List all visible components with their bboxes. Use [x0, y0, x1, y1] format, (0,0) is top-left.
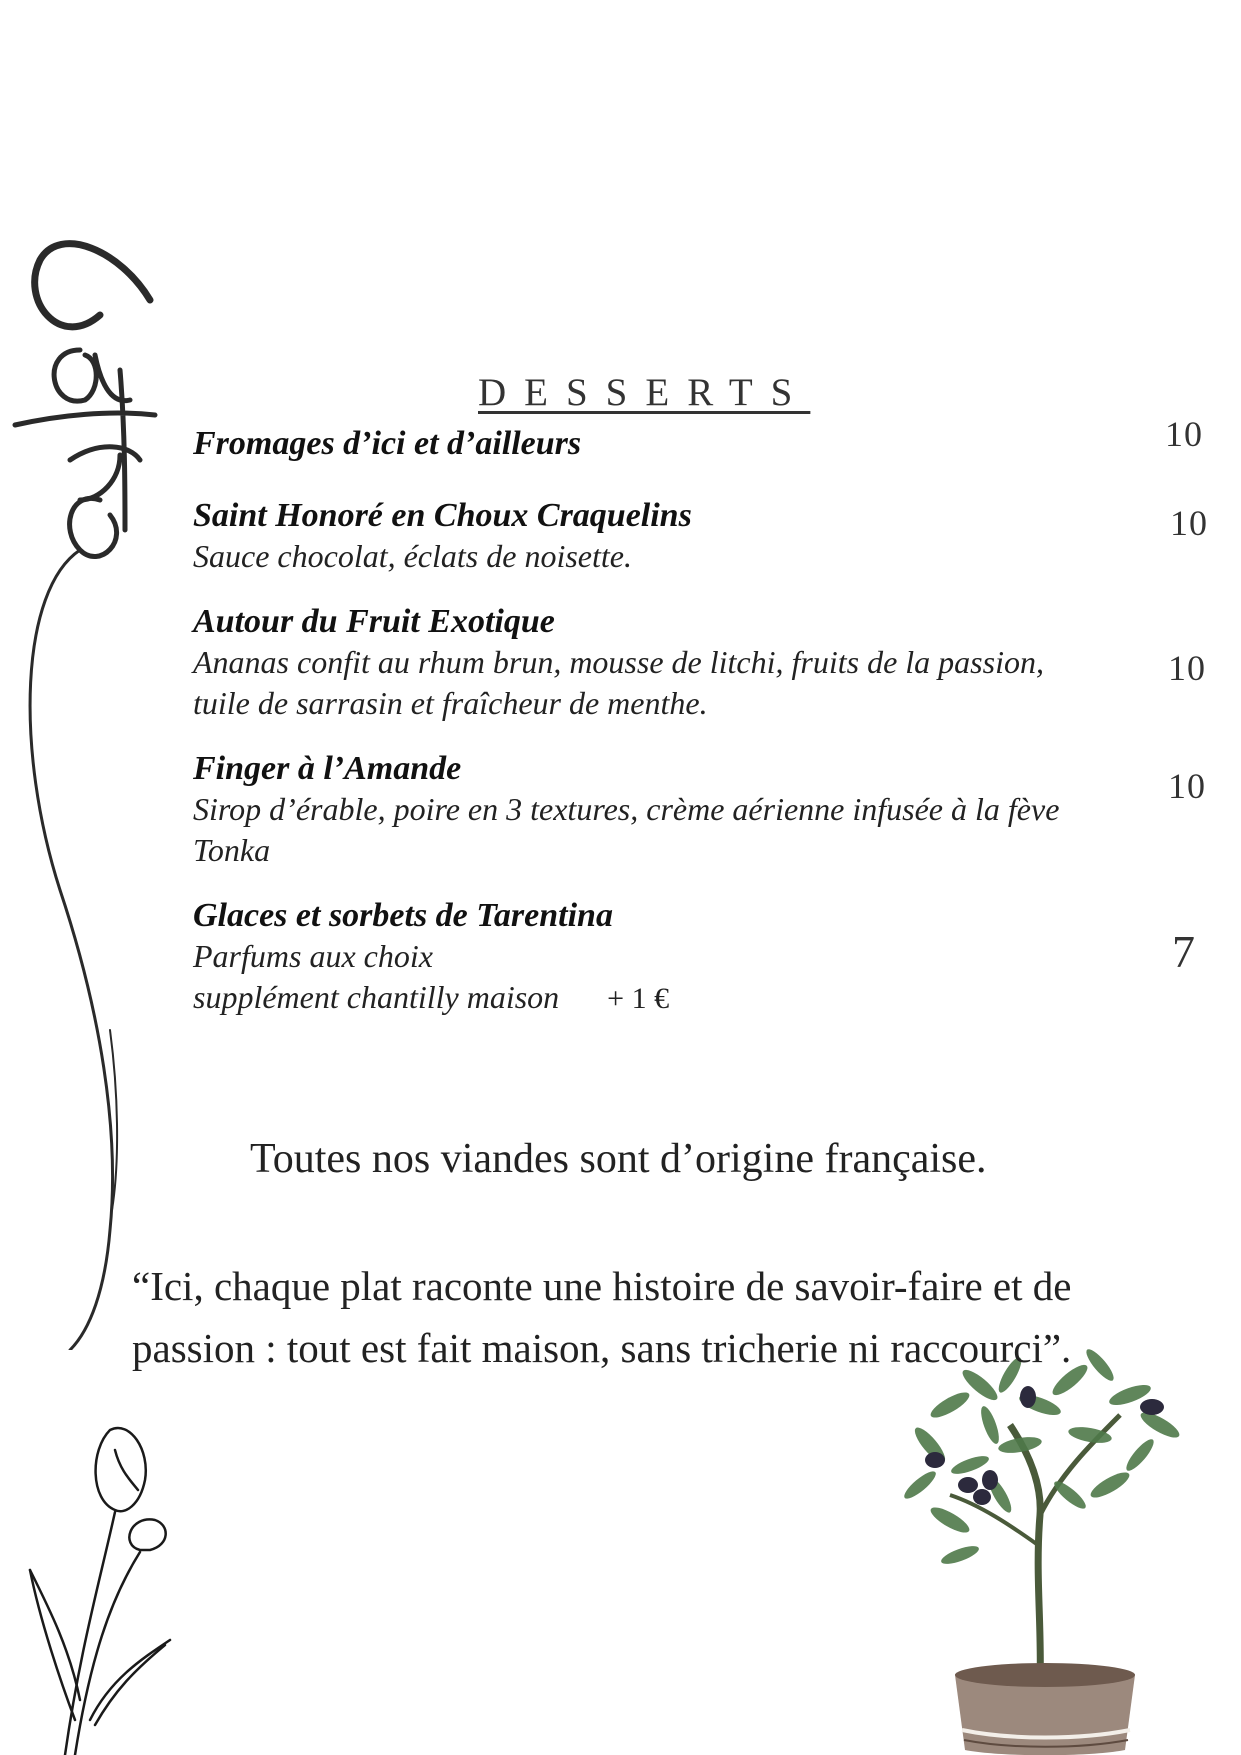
- carte-script-flourish: [0, 230, 200, 1350]
- item-price: 10: [1170, 503, 1208, 543]
- quote-line: “Ici, chaque plat raconte une histoire de savoir-faire et de: [132, 1263, 1072, 1309]
- item-name: Finger à l’Amande: [193, 750, 462, 787]
- olive-tree-pot-icon: [890, 1345, 1200, 1755]
- quote-line: passion : tout est fait maison, sans tricherie ni raccourci”.: [132, 1325, 1072, 1371]
- item-description: Parfums aux choix: [193, 938, 433, 974]
- tulip-line-art-icon: [20, 1420, 180, 1755]
- item-description: tuile de sarrasin et fraîcheur de menthe.: [193, 685, 708, 721]
- item-name: Saint Honoré en Choux Craquelins: [193, 497, 692, 534]
- section-title: DESSERTS: [478, 371, 811, 414]
- menu-item: [193, 895, 1133, 1019]
- item-description: Tonka: [193, 832, 271, 868]
- item-description: Ananas confit au rhum brun, mousse de litchi, fruits de la passion,: [193, 644, 1044, 680]
- item-price: 7: [1172, 926, 1196, 977]
- item-description: [193, 977, 1133, 1019]
- menu-item: [193, 748, 1133, 871]
- item-price: 10: [1168, 766, 1206, 806]
- item-name: Glaces et sorbets de Tarentina: [193, 897, 613, 934]
- house-quote: [132, 1255, 1162, 1379]
- item-price: 10: [1168, 648, 1206, 688]
- item-description: Sirop d’érable, poire en 3 textures, crème aérienne infusée à la fève: [193, 791, 1060, 827]
- supplement-price: + 1 €: [607, 982, 670, 1015]
- origin-note: Toutes nos viandes sont d’origine française.: [250, 1136, 987, 1182]
- menu-item: [193, 423, 1133, 464]
- item-description: Sauce chocolat, éclats de noisette.: [193, 538, 632, 574]
- item-description-line: supplément chantilly maison: [193, 979, 560, 1015]
- menu-item: [193, 495, 1133, 577]
- item-price: 10: [1165, 414, 1203, 454]
- menu-item: [193, 601, 1133, 724]
- item-name: Autour du Fruit Exotique: [193, 603, 555, 640]
- item-name: Fromages d’ici et d’ailleurs: [193, 425, 582, 462]
